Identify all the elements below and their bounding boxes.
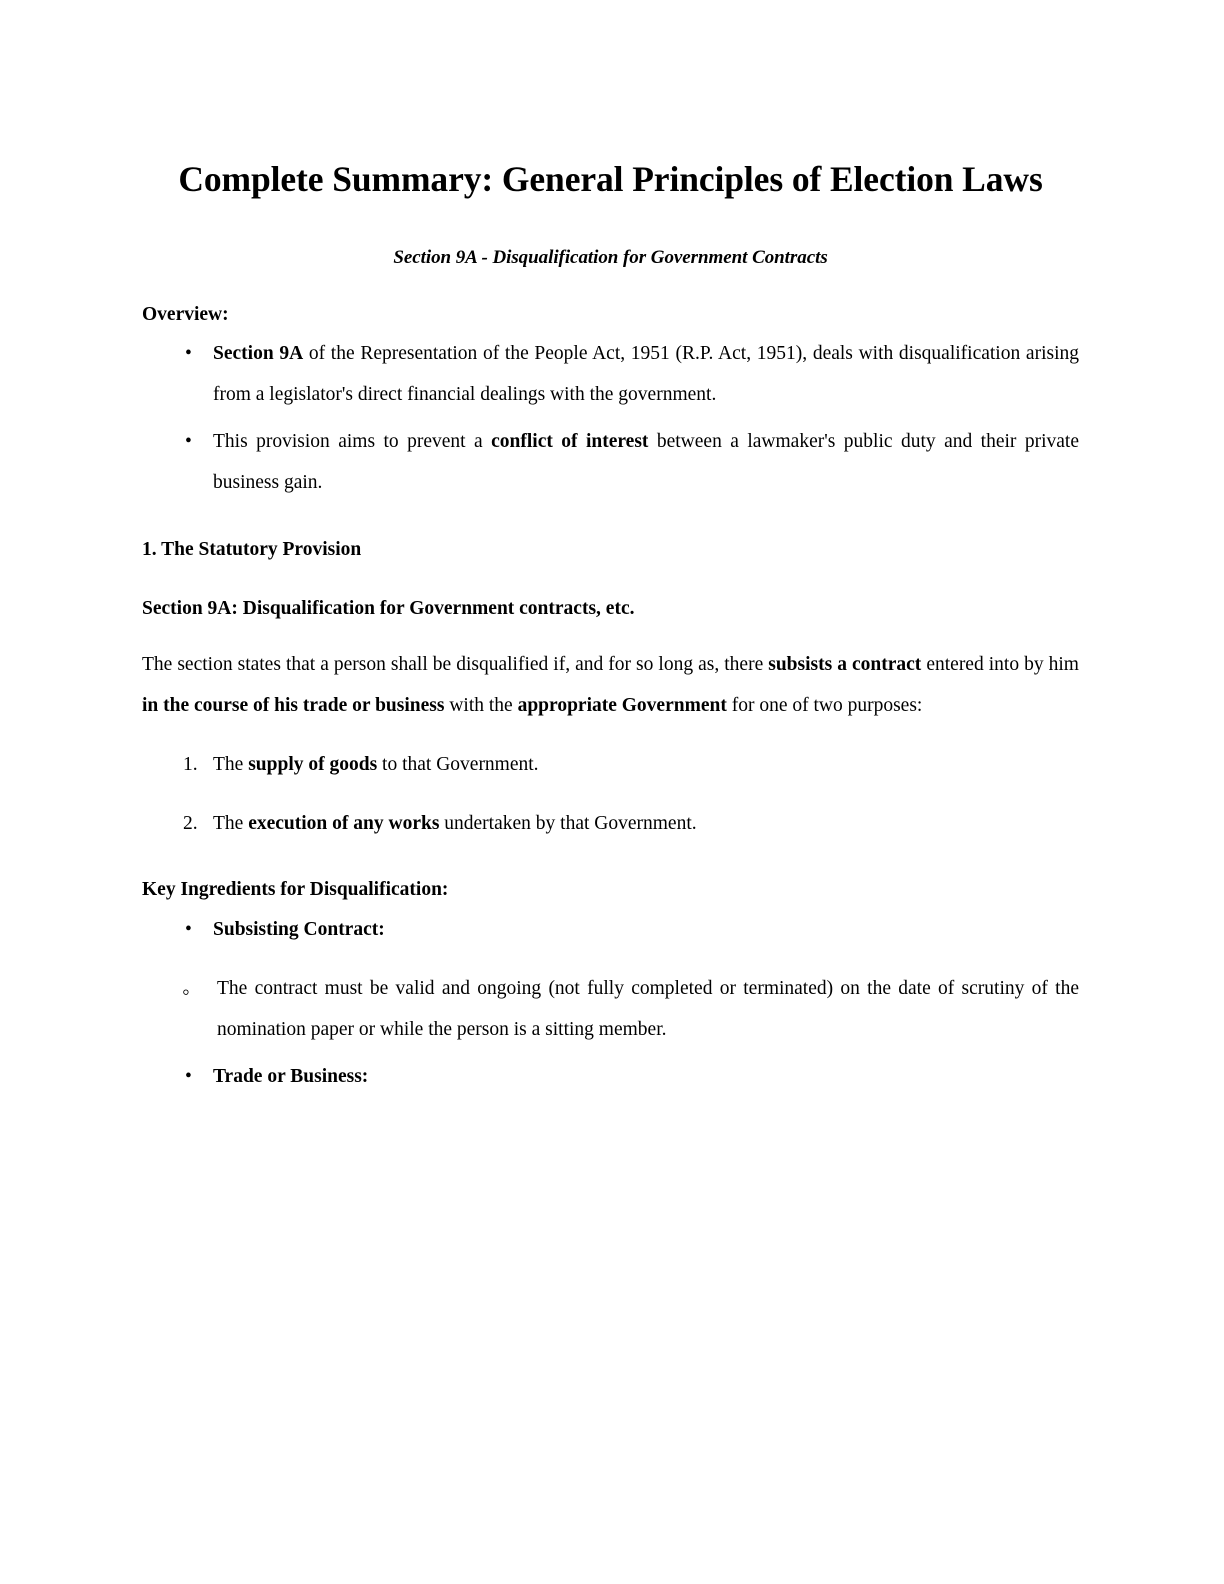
- emphasis-text: appropriate Government: [517, 694, 727, 716]
- section-one-subheading: Section 9A: Disqualification for Government contracts, etc.: [142, 598, 635, 620]
- list-item: [142, 804, 1079, 845]
- body-text: entered into by him: [921, 653, 1079, 675]
- list-item: [142, 910, 1079, 951]
- body-text: for one of two purposes:: [726, 694, 923, 716]
- body-text: This provision aims to prevent a: [213, 431, 492, 453]
- body-text: The: [213, 753, 249, 775]
- page-title: Complete Summary: General Principles of Election Laws: [178, 159, 1043, 199]
- body-text: The contract must be valid and ongoing (not fully completed or terminated) on the date of scrutiny of the nomination paper or while the person is a sitting member.: [217, 977, 1079, 1040]
- section-one-heading: 1. The Statutory Provision: [142, 539, 362, 561]
- list-item-number: 2.: [183, 812, 198, 834]
- emphasis-text: supply of goods: [248, 753, 378, 775]
- list-item: [142, 334, 1079, 416]
- list-item: [142, 1057, 1079, 1098]
- list-item: [142, 422, 1079, 504]
- key-ingredients-heading: Key Ingredients for Disqualification:: [142, 879, 449, 901]
- key-ingredients-list: [142, 910, 1079, 1098]
- overview-bullet-list: [142, 334, 1079, 504]
- section-one-paragraph: [142, 623, 1079, 727]
- nested-list: [142, 969, 1079, 1051]
- emphasis-text: in the course of his trade or business: [142, 694, 445, 716]
- emphasis-text: execution of any works: [248, 812, 440, 834]
- body-text: with the: [444, 694, 518, 716]
- body-text: The: [213, 812, 249, 834]
- list-item: [142, 745, 1079, 786]
- emphasis-text: Section 9A: [213, 343, 304, 365]
- list-item-number: 1.: [183, 753, 198, 775]
- body-text: The section states that a person shall be disqualified if, and for so long as, there: [142, 653, 769, 675]
- body-text: between a lawmaker's public duty and their private business gain.: [213, 431, 1079, 494]
- body-text: of the Representation of the People Act, 1951 (R.P. Act, 1951), deals with disqualification arising from a legislator's direct financial dealings with the government.: [213, 343, 1079, 406]
- emphasis-text: Subsisting Contract:: [213, 918, 385, 940]
- emphasis-text: conflict of interest: [491, 431, 649, 453]
- emphasis-text: subsists a contract: [768, 653, 922, 675]
- body-text: undertaken by that Government.: [439, 812, 697, 834]
- emphasis-text: Trade or Business:: [213, 1065, 369, 1087]
- document-subtitle: Section 9A - Disqualification for Government Contracts: [393, 247, 828, 269]
- overview-heading: Overview:: [142, 304, 229, 326]
- purposes-numbered-list: [142, 745, 1079, 845]
- body-text: to that Government.: [377, 753, 539, 775]
- document-content: [142, 0, 1079, 1098]
- nested-list-item: [142, 969, 1079, 1051]
